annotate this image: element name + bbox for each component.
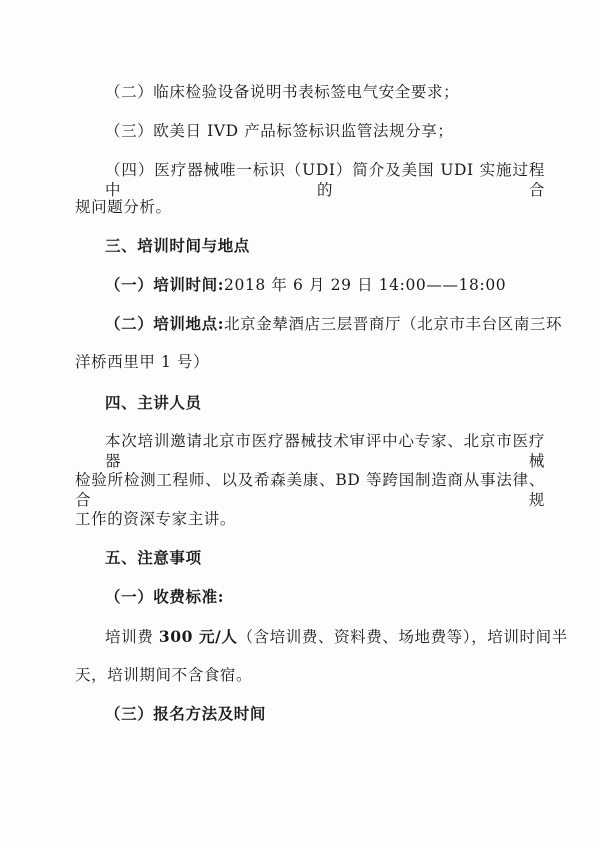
speakers-para-line-3: 工作的资深专家主讲。 (75, 510, 237, 528)
fee-amount: 300 元/人 (158, 627, 238, 646)
training-time-label: （一）培训时间: (105, 275, 225, 294)
section-5-heading: 五、注意事项 (105, 548, 202, 567)
speakers-para-line-2: 检验所检测工程师、以及希森美康、BD 等跨国制造商从事法律、合规 (75, 471, 545, 509)
training-time (105, 275, 545, 295)
item-4-line-1: （四）医疗器械唯一标识（UDI）简介及美国 UDI 实施过程中的合 (105, 161, 545, 199)
signup-label: （三）报名方法及时间 (105, 704, 267, 723)
training-place-line-2: 洋桥西里甲 1 号） (75, 353, 210, 371)
fee-line-1 (105, 627, 568, 647)
section-3-heading: 三、培训时间与地点 (105, 236, 250, 255)
item-4-line-2: 规问题分析。 (75, 198, 172, 216)
item-3: （三）欧美日 IVD 产品标签标识监管法规分享； (105, 122, 454, 140)
fee-standard-label: （一）收费标准: (105, 587, 225, 606)
speakers-para-line-1: 本次培训邀请北京市医疗器械技术审评中心专家、北京市医疗器械 (105, 432, 545, 470)
section-4-heading: 四、主讲人员 (105, 393, 202, 412)
fee-line-2: 天，培训期间不含食宿。 (75, 666, 253, 684)
fee-suffix: （含培训费、资料费、场地费等），培训时间半 (237, 628, 568, 646)
training-time-value: 2018 年 6 月 29 日 14:00——18:00 (224, 276, 507, 294)
training-place-line-1 (105, 314, 563, 334)
training-place-label: （二）培训地点: (105, 314, 225, 333)
fee-prefix: 培训费 (105, 628, 159, 646)
training-place-value-1: 北京金辇酒店三层晋商厅（北京市丰台区南三环 (224, 315, 563, 333)
item-2: （二）临床检验设备说明书表标签电气安全要求； (105, 83, 460, 101)
